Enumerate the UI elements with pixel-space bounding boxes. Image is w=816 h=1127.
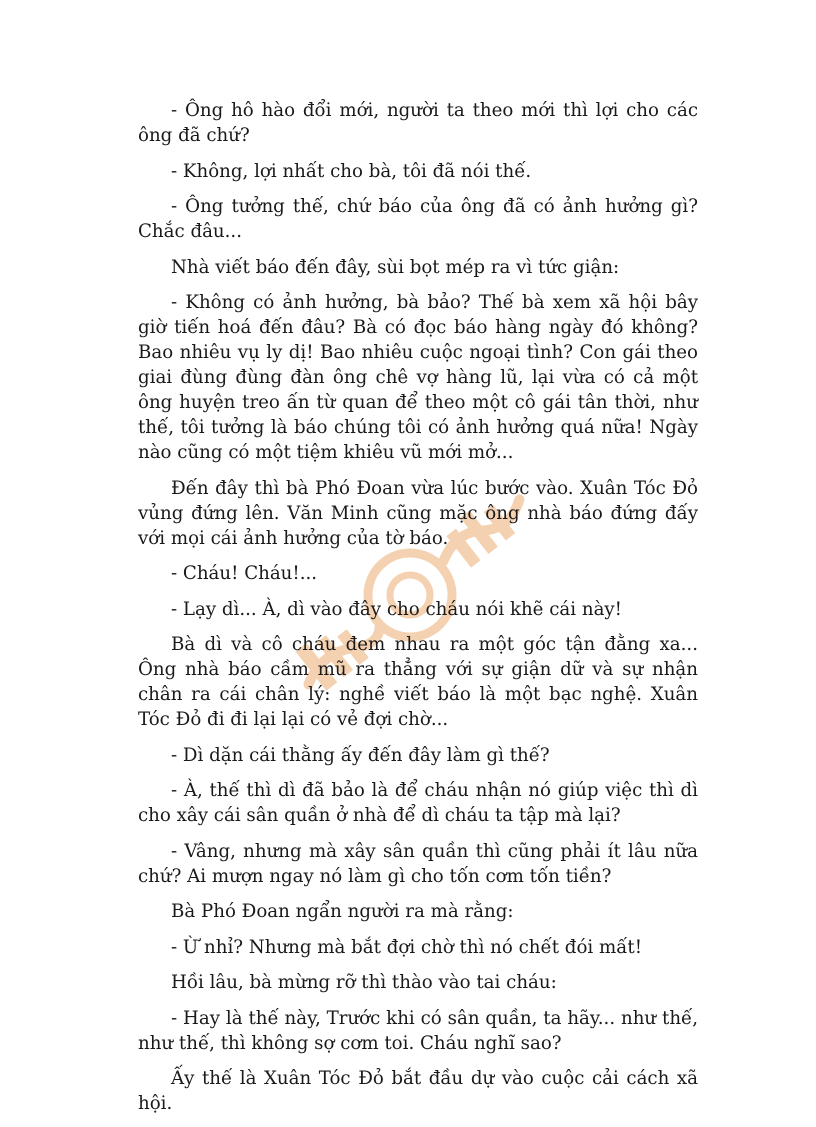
paragraph: - Không có ảnh hưởng, bà bảo? Thế bà xem xã hội bây giờ tiến hoá đến đâu? Bà có đọc báo hàng ngày đó không? Bao nhiêu vụ ly dị! Bao nhiêu cuộc ngoại tình? Con gái theo giai đùng đùng đàn ông chê vợ hàng lũ, lại vừa có cả một ông huyện treo ấn từ quan để theo một cô gái tân thời, như thế, tôi tưởng là báo chúng tôi có ảnh hưởng quá nữa! Ngày nào cũng có một tiệm khiêu vũ mới mở... — [138, 292, 698, 463]
paragraph: - Không, lợi nhất cho bà, tôi đã nói thế. — [171, 160, 532, 182]
paragraph: - Lạy dì... À, dì vào đây cho cháu nói khẽ cái này! — [171, 598, 622, 620]
paragraph: - Cháu! Cháu!... — [171, 563, 318, 584]
paragraph: Bà Phó Đoan ngẩn người ra mà rằng: — [171, 901, 514, 922]
paragraph: - Ông hô hào đổi mới, người ta theo mới thì lợi cho các ông đã chứ? — [138, 100, 698, 146]
paragraph: - Ừ nhỉ? Nhưng mà bắt đợi chờ thì nó chết đói mất! — [171, 936, 643, 958]
paragraph: - Ông tưởng thế, chứ báo của ông đã có ảnh hưởng gì? Chắc đâu... — [138, 196, 698, 242]
paragraph: Đến đây thì bà Phó Đoan vừa lúc bước vào. Xuân Tóc Đỏ vủng đứng lên. Văn Minh cũng mặc ông nhà báo đứng đấy với mọi cái ảnh hưởng của tờ báo. — [138, 477, 698, 549]
paragraph: Ấy thế là Xuân Tóc Đỏ bắt đầu dự vào cuộc cải cách xã hội. — [138, 1068, 698, 1114]
paragraph: - À, thế thì dì đã bảo là để cháu nhận nó giúp việc thì dì cho xây cái sân quần ở nhà để dì cháu ta tập mà lại? — [138, 780, 698, 826]
paragraph: Hồi lâu, bà mừng rỡ thì thào vào tai cháu: — [171, 972, 557, 993]
paragraph: - Vâng, nhưng mà xây sân quần thì cũng phải ít lâu nữa chứ? Ai mượn ngay nó làm gì cho tốn cơm tốn tiền? — [138, 840, 698, 887]
document-body — [138, 98, 698, 1127]
paragraph: - Dì dặn cái thằng ấy đến đây làm gì thế? — [171, 744, 550, 766]
paragraph: Bà dì và cô cháu đem nhau ra một góc tận đằng xa... Ông nhà báo cầm mũ ra thẳng với sự giận dữ và sự nhận chân ra cái chân lý: nghề viết báo là một bạc nghệ. Xuân Tóc Đỏ đi đi lại lại có vẻ đợi chờ... — [138, 634, 698, 730]
paragraph: Nhà viết báo đến đây, sùi bọt mép ra vì tức giận: — [171, 256, 620, 278]
paragraph: - Hay là thế này, Trước khi có sân quần, ta hãy... như thế, như thế, thì không sợ cơm toi. Cháu nghĩ sao? — [138, 1007, 698, 1054]
